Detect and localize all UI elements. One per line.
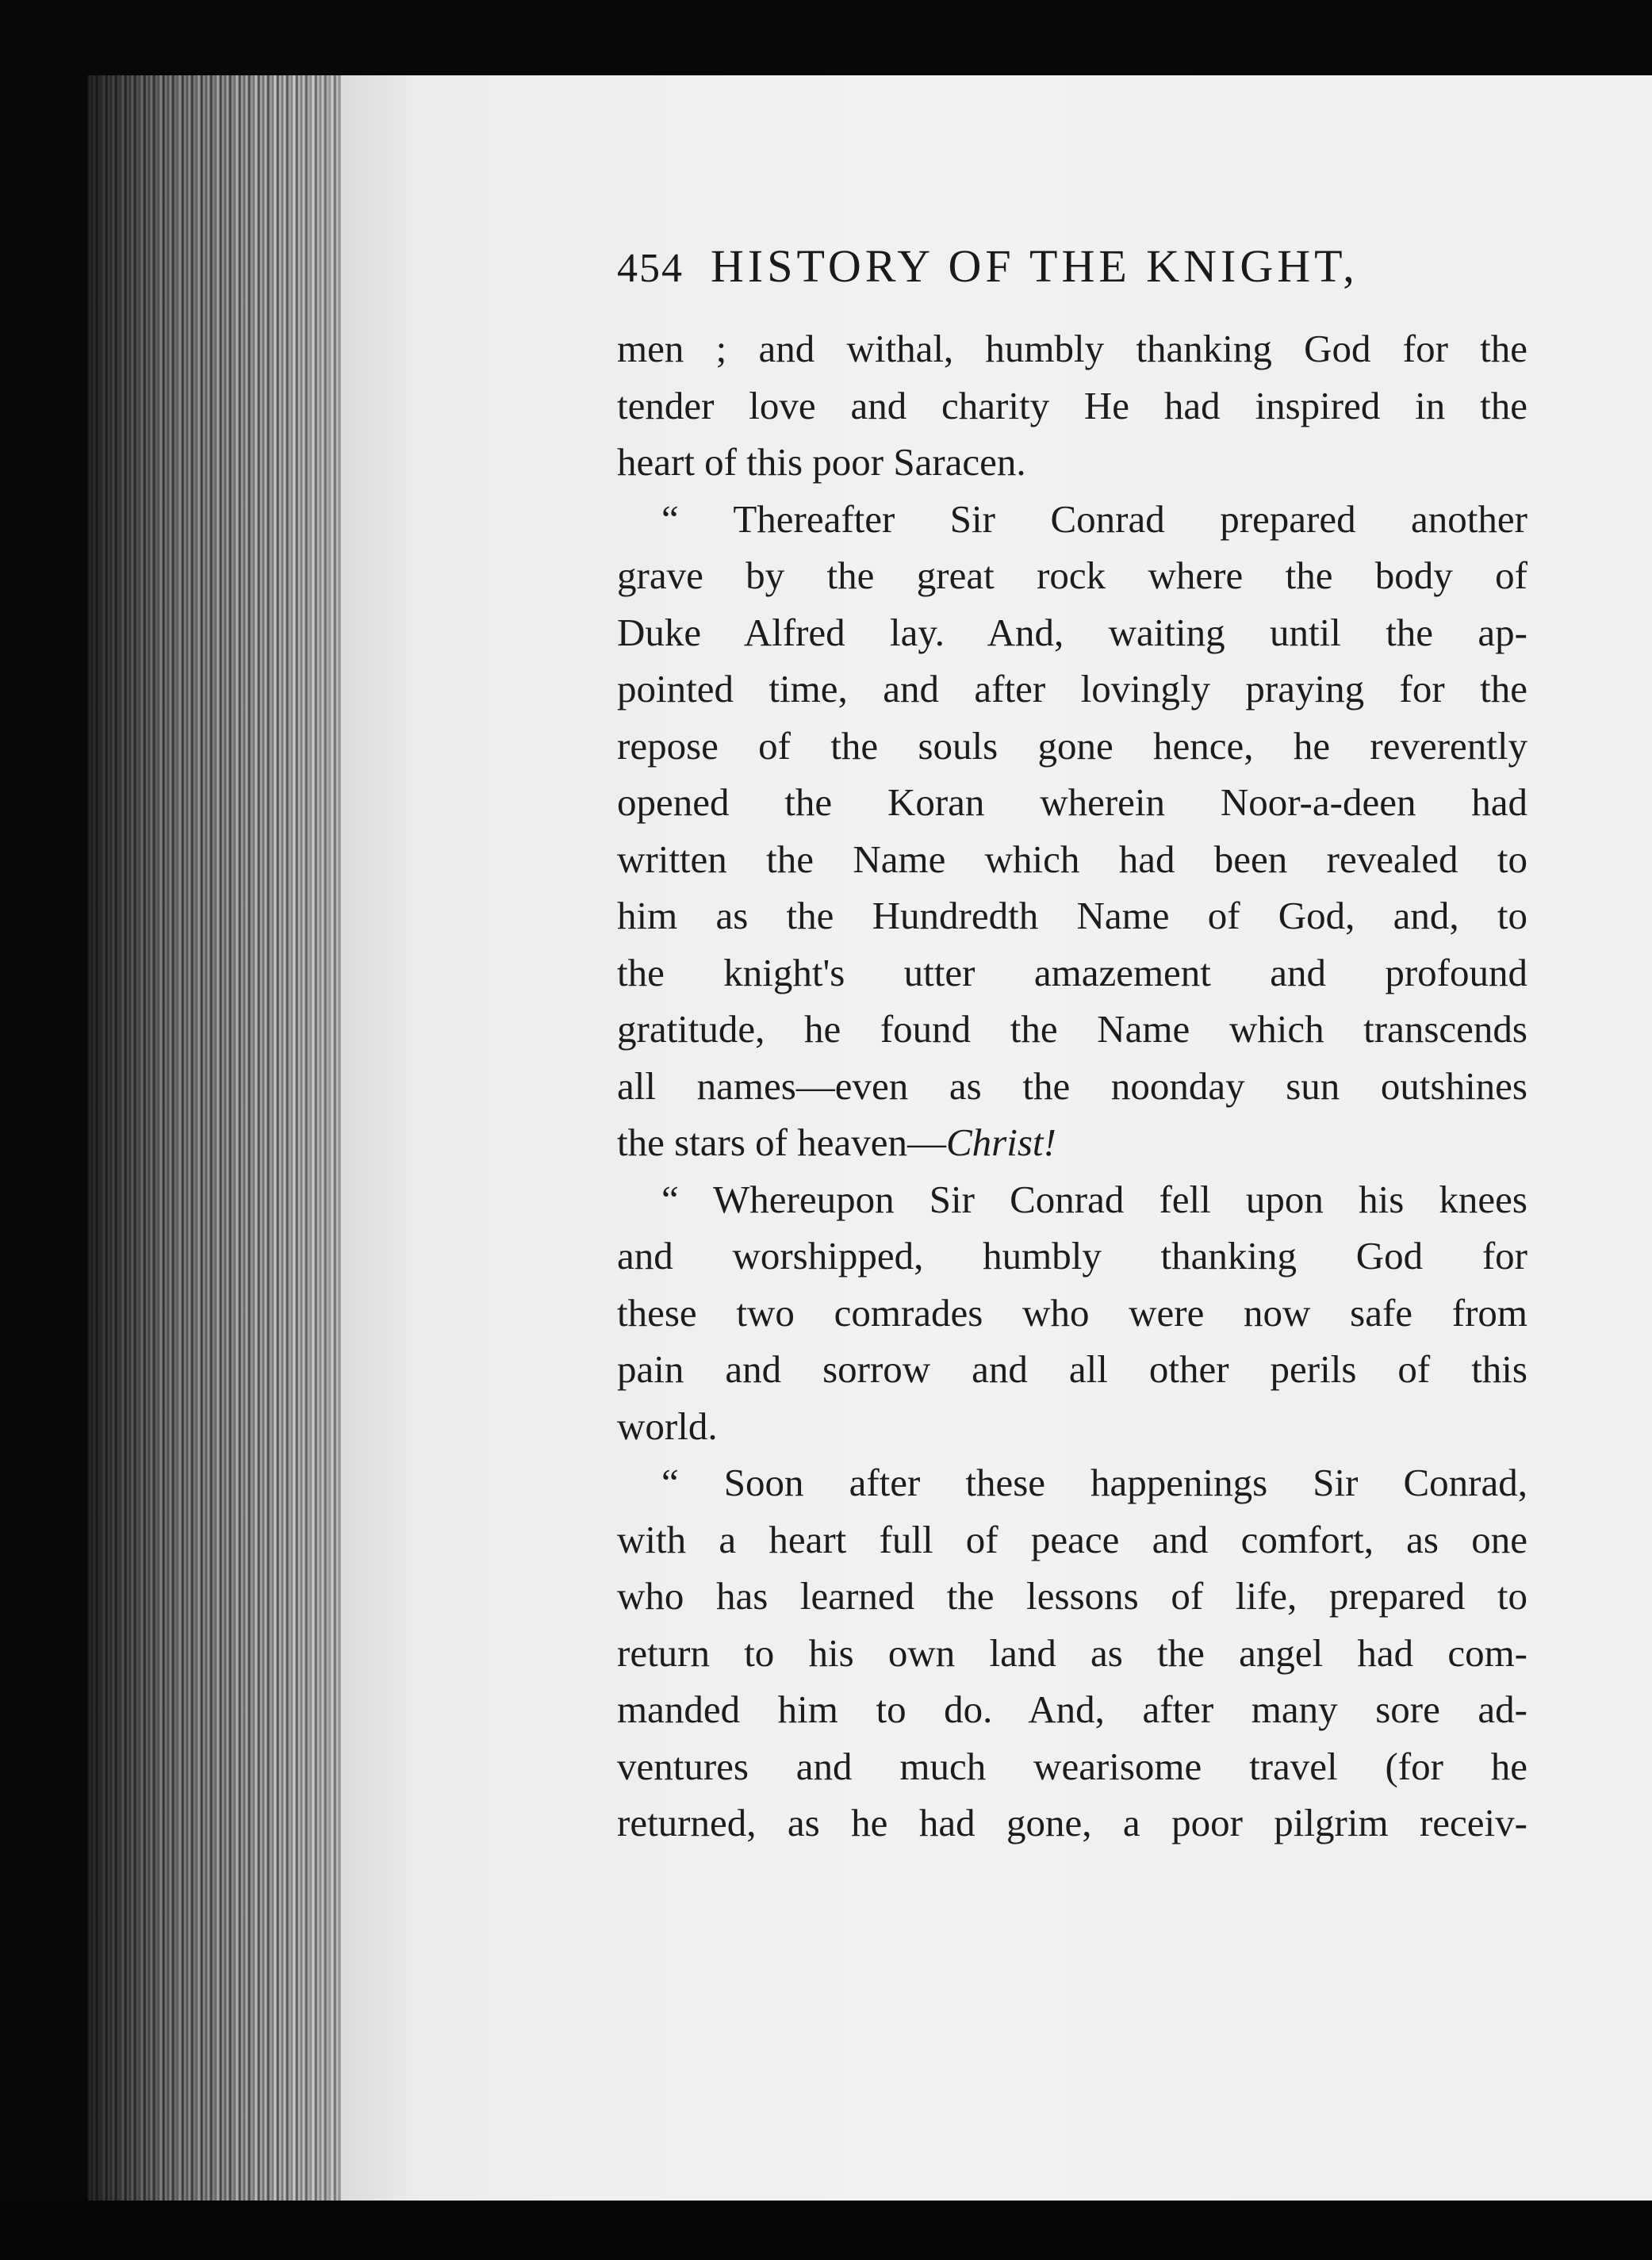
scan-bottom-shadow xyxy=(0,2201,1652,2260)
text-line: tender love and charity He had inspired in the xyxy=(617,383,1527,427)
text-line: Duke Alfred lay. And, waiting until the ap- xyxy=(617,610,1527,654)
text-line: the knight's utter amazement and profound xyxy=(617,950,1527,994)
text-line: him as the Hundredth Name of God, and, to xyxy=(617,894,1527,937)
text-line: pointed time, and after lovingly praying for the xyxy=(617,667,1527,711)
text-line: pain and sorrow and all other perils of this xyxy=(617,1347,1527,1391)
text-line: repose of the souls gone hence, he reverently xyxy=(617,723,1527,768)
text-line: returned, as he had gone, a poor pilgrim receiv- xyxy=(617,1801,1527,1844)
text-line: manded him to do. And, after many sore ad- xyxy=(617,1687,1527,1731)
page-number: 454 xyxy=(617,246,684,291)
text-line: opened the Koran wherein Noor-a-deen had xyxy=(617,780,1527,824)
body-text xyxy=(617,320,1527,1852)
running-title: HISTORY OF THE KNIGHT, xyxy=(711,240,1359,292)
text-line: written the Name which had been revealed to xyxy=(617,837,1527,881)
text-line: ventures and much wearisome travel (for he xyxy=(617,1744,1527,1788)
text-line: world. xyxy=(617,1404,718,1448)
text-line: all names—even as the noonday sun outshines xyxy=(617,1063,1527,1108)
text-line: these two comrades who were now safe from xyxy=(617,1290,1527,1335)
running-head xyxy=(617,239,1529,303)
text-line: heart of this poor Saracen. xyxy=(617,440,1026,484)
italic-word: Christ! xyxy=(946,1120,1056,1164)
text-line: “ Whereupon Sir Conrad fell upon his knees xyxy=(661,1177,1527,1221)
page-edges xyxy=(87,75,349,2216)
text-line: “ Soon after these happenings Sir Conrad, xyxy=(661,1461,1527,1504)
text-line: men ; and withal, humbly thanking God for the xyxy=(617,327,1527,370)
text-line: grave by the great rock where the body of xyxy=(617,554,1527,597)
text-line: return to his own land as the angel had com- xyxy=(617,1630,1527,1675)
text-line: who has learned the lessons of life, prepared to xyxy=(617,1574,1527,1618)
text-line: with a heart full of peace and comfort, as one xyxy=(617,1517,1527,1561)
text-line xyxy=(617,1114,1527,1171)
text-line: gratitude, he found the Name which transcends xyxy=(617,1007,1527,1051)
text-line: “ Thereafter Sir Conrad prepared another xyxy=(661,496,1527,541)
text-line: and worshipped, humbly thanking God for xyxy=(617,1234,1527,1277)
text-segment: the stars of heaven— xyxy=(617,1120,946,1164)
